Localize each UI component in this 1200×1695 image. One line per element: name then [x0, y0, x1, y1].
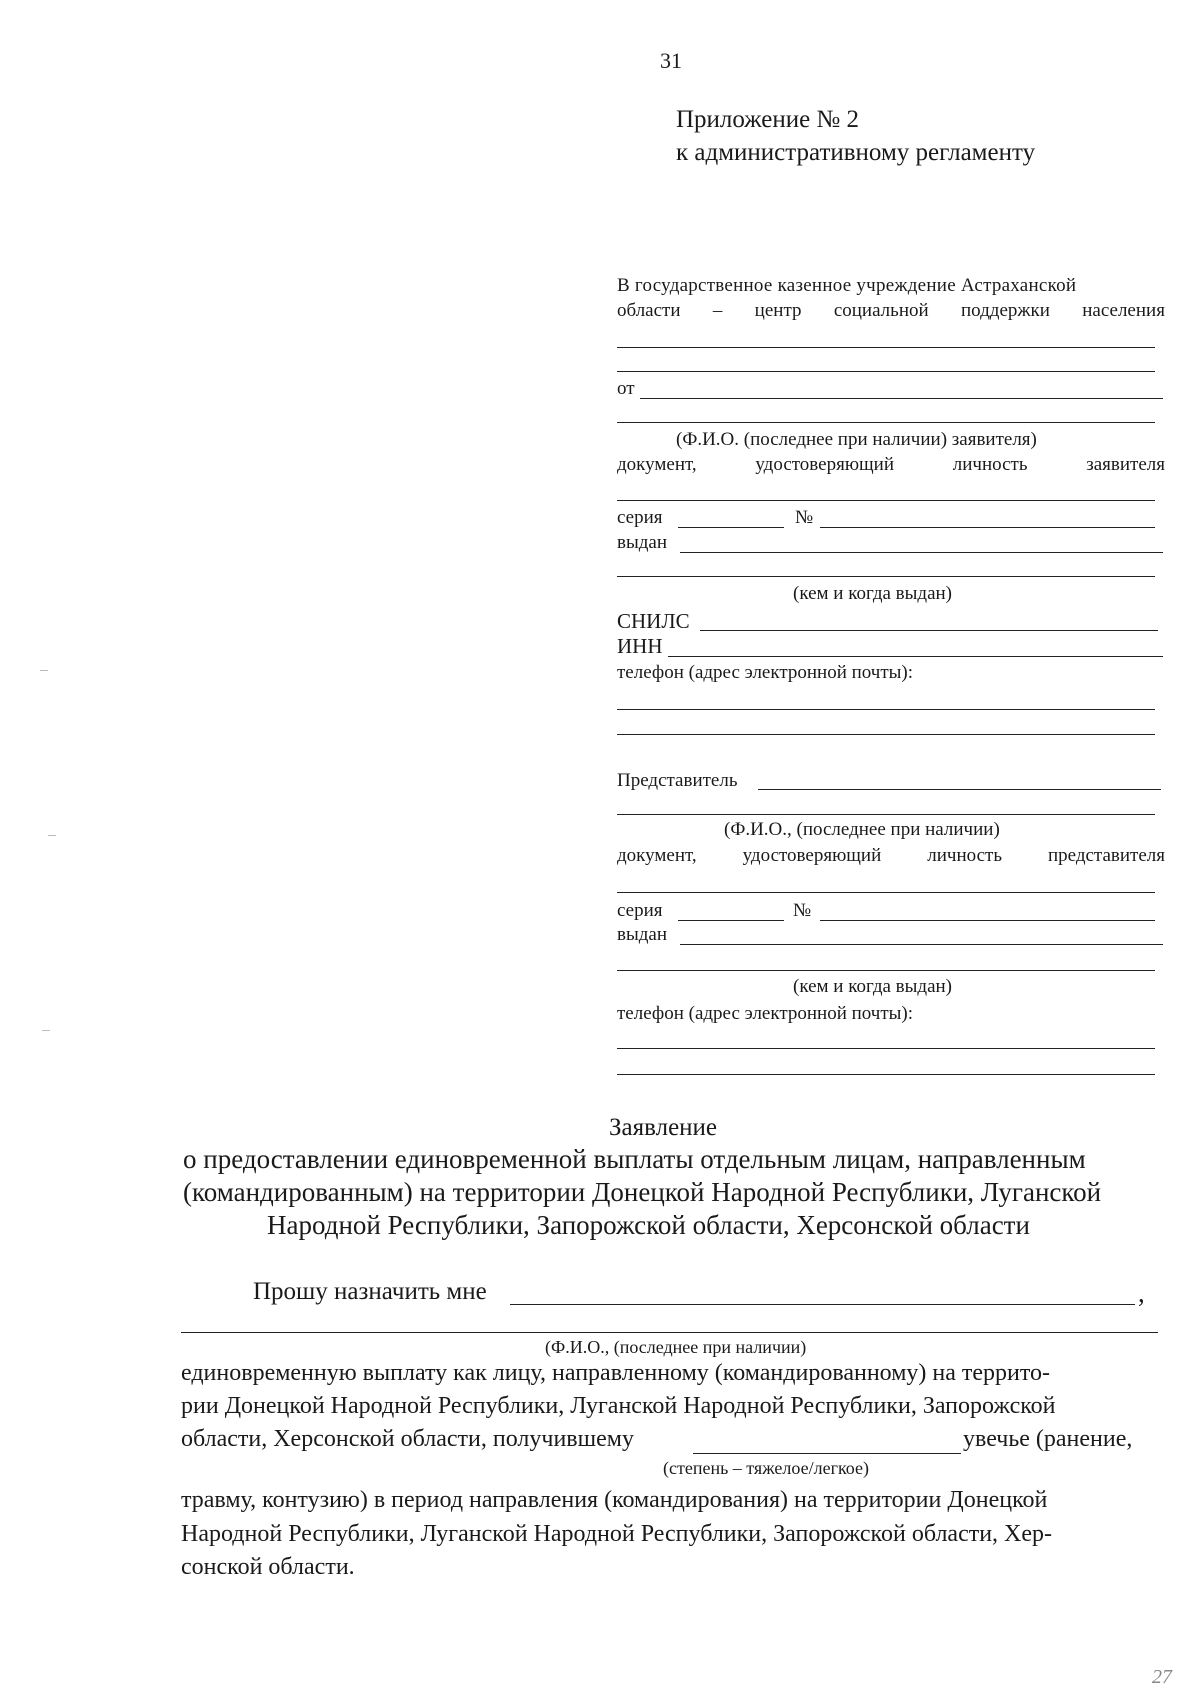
page-number: 31 — [660, 48, 682, 73]
addressee-blank-2[interactable] — [617, 371, 1155, 372]
addressee-word: социальной — [833, 300, 929, 321]
representative-series-field[interactable] — [678, 920, 784, 921]
statement-title: Заявление — [609, 1114, 718, 1141]
representative-issued-label: выдан — [617, 924, 668, 945]
addressee-line-2 — [617, 300, 1165, 322]
statement-body-line-6: сонской области. — [181, 1554, 355, 1580]
applicant-phone-label: телефон (адрес электронной почты): — [617, 662, 914, 683]
statement-body-line-3b: увечье (ранение, — [963, 1426, 1133, 1452]
applicant-number-field[interactable] — [820, 527, 1155, 528]
applicant-series-field[interactable] — [678, 527, 784, 528]
representative-name-field[interactable] — [758, 789, 1161, 790]
doc-word: заявителя — [1086, 454, 1165, 475]
doc-word: удостоверяющий — [755, 454, 894, 475]
doc-word: личность — [927, 845, 1002, 866]
doc-word: представителя — [1047, 845, 1165, 866]
inn-field[interactable] — [668, 656, 1163, 657]
doc-word: личность — [952, 454, 1028, 475]
applicant-name-field-2[interactable] — [617, 422, 1155, 423]
statement-body-line-5: Народной Республики, Луганской Народной Республики, Запорожской области, Хер- — [181, 1521, 1053, 1547]
representative-label: Представитель — [617, 770, 738, 791]
addressee-word: населения — [1082, 300, 1165, 321]
representative-number-label: № — [793, 900, 812, 921]
scan-speck — [48, 835, 56, 836]
representative-doc-label — [617, 845, 1165, 867]
representative-phone-field-2[interactable] — [617, 1074, 1155, 1075]
addressee-word: области — [617, 300, 681, 321]
annex-title: Приложение № 2 — [676, 106, 860, 133]
request-comma: , — [1138, 1278, 1145, 1308]
from-label: от — [617, 378, 635, 399]
scan-speck — [40, 670, 48, 671]
applicant-doc-label — [617, 454, 1165, 476]
statement-subtitle-1: о предоставлении единовременной выплаты отдельным лицам, направленным — [183, 1144, 1086, 1174]
applicant-issued-field-2[interactable] — [617, 576, 1155, 577]
applicant-number-label: № — [795, 507, 814, 528]
applicant-issued-caption: (кем и когда выдан) — [793, 583, 953, 604]
request-name-field[interactable] — [510, 1304, 1135, 1305]
applicant-name-field[interactable] — [640, 398, 1163, 399]
doc-word: документ, — [617, 454, 697, 475]
addressee-blank-1[interactable] — [617, 347, 1155, 348]
statement-body-line-1: единовременную выплату как лицу, направленному (командированному) на террито- — [181, 1360, 1051, 1386]
scan-speck — [42, 1030, 50, 1031]
representative-issued-caption: (кем и когда выдан) — [793, 976, 953, 997]
applicant-series-label: серия — [617, 507, 663, 528]
annex-subtitle: к административному регламенту — [676, 139, 1036, 166]
applicant-issued-label: выдан — [617, 532, 668, 553]
doc-word: удостоверяющий — [742, 845, 882, 866]
doc-word: документ, — [617, 845, 697, 866]
representative-issued-field-2[interactable] — [617, 970, 1155, 971]
representative-number-field[interactable] — [820, 920, 1155, 921]
applicant-doc-field[interactable] — [617, 500, 1155, 501]
request-label: Прошу назначить мне — [253, 1278, 487, 1305]
addressee-line-1: В государственное казенное учреждение Астраханской — [617, 275, 1077, 296]
snils-field[interactable] — [700, 630, 1158, 631]
applicant-issued-field[interactable] — [680, 552, 1163, 553]
request-fio-caption: (Ф.И.О., (последнее при наличии) — [545, 1337, 807, 1357]
representative-name-field-2[interactable] — [617, 814, 1155, 815]
statement-body-line-4: травму, контузию) в период направления (командирования) на территории Донецкой — [181, 1487, 1048, 1513]
statement-subtitle-2: (командированным) на территории Донецкой Народной Республики, Луганской — [183, 1177, 1102, 1207]
addressee-word: центр — [754, 300, 802, 321]
representative-fio-caption: (Ф.И.О., (последнее при наличии) — [724, 819, 1000, 840]
applicant-phone-field[interactable] — [617, 709, 1155, 710]
degree-caption: (степень – тяжелое/легкое) — [663, 1458, 869, 1478]
snils-label: СНИЛС — [617, 609, 690, 633]
addressee-word: поддержки — [961, 300, 1050, 321]
representative-series-label: серия — [617, 900, 663, 921]
inn-label: ИНН — [617, 634, 663, 658]
injury-degree-field[interactable] — [693, 1453, 961, 1454]
representative-phone-label: телефон (адрес электронной почты): — [617, 1003, 914, 1024]
statement-body-line-2: рии Донецкой Народной Республики, Луганской Народной Республики, Запорожской — [181, 1393, 1056, 1419]
request-name-field-2[interactable] — [181, 1332, 1158, 1333]
statement-body-line-3a: области, Херсонской области, получившему — [181, 1426, 634, 1452]
applicant-phone-field-2[interactable] — [617, 734, 1155, 735]
corner-handwritten-mark: 27 — [1152, 1666, 1172, 1688]
representative-doc-field[interactable] — [617, 892, 1155, 893]
representative-phone-field[interactable] — [617, 1048, 1155, 1049]
statement-subtitle-3: Народной Республики, Запорожской области, Херсонской области — [267, 1210, 1030, 1240]
addressee-word: – — [712, 300, 723, 321]
applicant-fio-caption: (Ф.И.О. (последнее при наличии) заявителя) — [676, 429, 1037, 450]
representative-issued-field[interactable] — [680, 944, 1163, 945]
